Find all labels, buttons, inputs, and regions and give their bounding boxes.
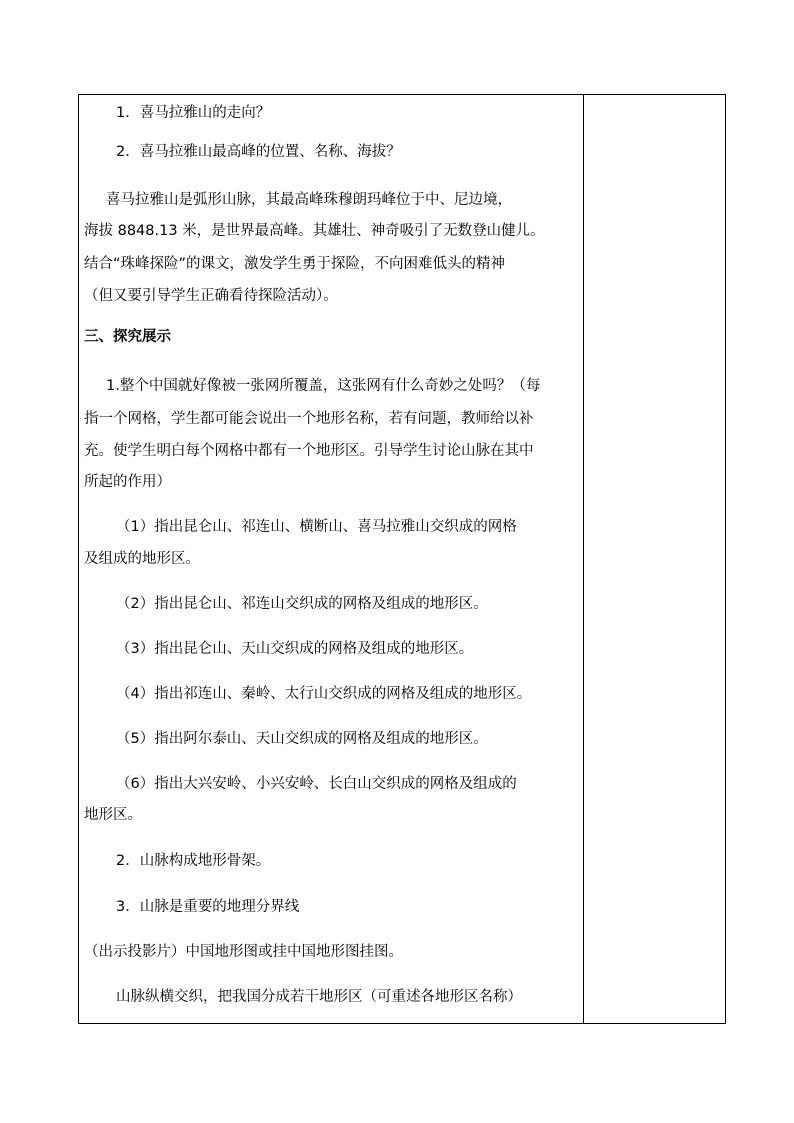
- list-item: （6）指出大兴安岭、小兴安岭、长白山交织成的网格及组成的: [116, 776, 517, 792]
- paragraph-line: （出示投影片）中国地形图或挂中国地形图挂图。: [84, 944, 403, 960]
- list-item: （5）指出阿尔泰山、天山交织成的网格及组成的地形区。: [116, 731, 488, 747]
- list-item: （3）指出昆仑山、天山交织成的网格及组成的地形区。: [116, 641, 474, 657]
- list-item: （2）指出昆仑山、祁连山交织成的网格及组成的地形区。: [116, 596, 488, 612]
- question-2: 2．喜马拉雅山最高峰的位置、名称、海拔？: [116, 144, 401, 160]
- list-item: 及组成的地形区。: [84, 551, 200, 567]
- list-item: （4）指出祁连山、秦岭、太行山交织成的网格及组成的地形区。: [116, 686, 532, 702]
- point-2: 2．山脉构成地形骨架。: [116, 853, 271, 869]
- section-heading: 三、探究展示: [84, 329, 171, 345]
- paragraph-line: 所起的作用）: [84, 474, 171, 490]
- lesson-content-cell: [78, 94, 583, 1024]
- list-item: （1）指出昆仑山、祁连山、横断山、喜马拉雅山交织成的网格: [116, 519, 517, 535]
- paragraph-line: 海拔 8848.13 米，是世界最高峰。其雄壮、神奇吸引了无数登山健儿。: [84, 223, 545, 239]
- paragraph-line: 充。使学生明白每个网格中都有一个地形区。引导学生讨论山脉在其中: [84, 443, 534, 459]
- table-column-divider: [583, 94, 584, 1024]
- paragraph-line: 结合“珠峰探险”的课文，激发学生勇于探险，不向困难低头的精神: [84, 256, 506, 272]
- paragraph-line: 喜马拉雅山是弧形山脉，其最高峰珠穆朗玛峰位于中、尼边境，: [106, 192, 512, 208]
- paragraph-line: 指一个网格，学生都可能会说出一个地形名称，若有问题，教师给以补: [84, 411, 534, 427]
- point-3: 3．山脉是重要的地理分界线: [116, 899, 300, 915]
- paragraph-line: （但又要引导学生正确看待探险活动）。: [84, 288, 338, 304]
- paragraph-line: 山脉纵横交织，把我国分成若干地形区（可重述各地形区名称）: [116, 989, 522, 1005]
- paragraph-line: 1.整个中国就好像被一张网所覆盖，这张网有什么奇妙之处吗？（每: [106, 378, 541, 394]
- list-item: 地形区。: [84, 807, 142, 823]
- question-1: 1．喜马拉雅山的走向？: [116, 105, 271, 121]
